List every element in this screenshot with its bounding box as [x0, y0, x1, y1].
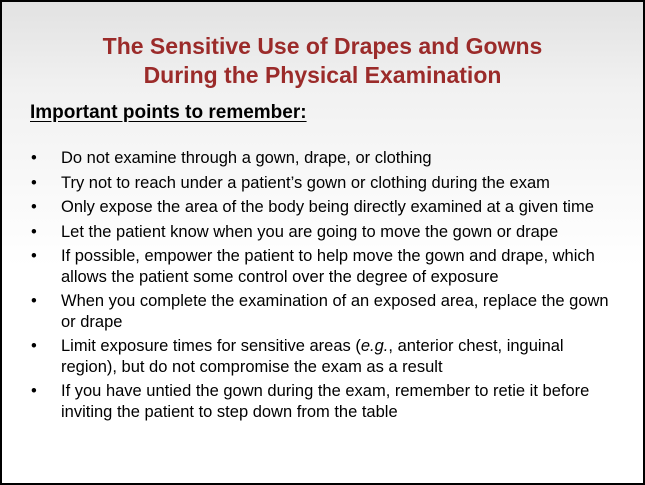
bullet-text: Only expose the area of the body being directly examined at a given time	[61, 198, 594, 216]
bullet-item	[24, 197, 624, 218]
bullet-item	[24, 336, 624, 377]
subheading: Important points to remember:	[30, 102, 307, 123]
eg-abbreviation: e.g.	[360, 337, 389, 355]
bullet-text: Do not examine through a gown, drape, or clothing	[61, 149, 432, 167]
bullet-item	[24, 173, 624, 194]
bullet-icon: •	[31, 149, 37, 167]
bullet-text: If possible, empower the patient to help move the gown and drape, which allows the patient some control over the degree of exposure	[61, 247, 595, 286]
bullet-text: Limit exposure times for sensitive areas (e.g., anterior chest, inguinal region), but do not compromise the exam as a result	[61, 337, 564, 376]
bullet-text: If you have untied the gown during the exam, remember to retie it before inviting the patient to step down from the table	[61, 382, 590, 421]
bullet-item	[24, 291, 624, 332]
bullet-list	[24, 148, 624, 426]
slide-title-line-2: During the Physical Examination	[143, 62, 502, 88]
bullet-icon: •	[31, 198, 37, 216]
bullet-item	[24, 222, 624, 243]
bullet-icon: •	[31, 337, 37, 355]
bullet-item	[24, 148, 624, 169]
bullet-icon: •	[31, 382, 37, 400]
bullet-icon: •	[31, 173, 37, 192]
bullet-text: Try not to reach under a patient’s gown or clothing during the exam	[61, 173, 550, 192]
bullet-text: Let the patient know when you are going to move the gown or drape	[61, 222, 559, 241]
bullet-icon: •	[31, 247, 37, 265]
slide-title	[2, 32, 643, 90]
bullet-text: When you complete the examination of an exposed area, replace the gown or drape	[61, 292, 609, 331]
bullet-item	[24, 246, 624, 287]
bullet-icon: •	[31, 222, 37, 241]
slide-title-line-1: The Sensitive Use of Drapes and Gowns	[102, 33, 543, 59]
bullet-item	[24, 381, 624, 422]
bullet-icon: •	[31, 292, 37, 310]
slide	[2, 2, 643, 483]
